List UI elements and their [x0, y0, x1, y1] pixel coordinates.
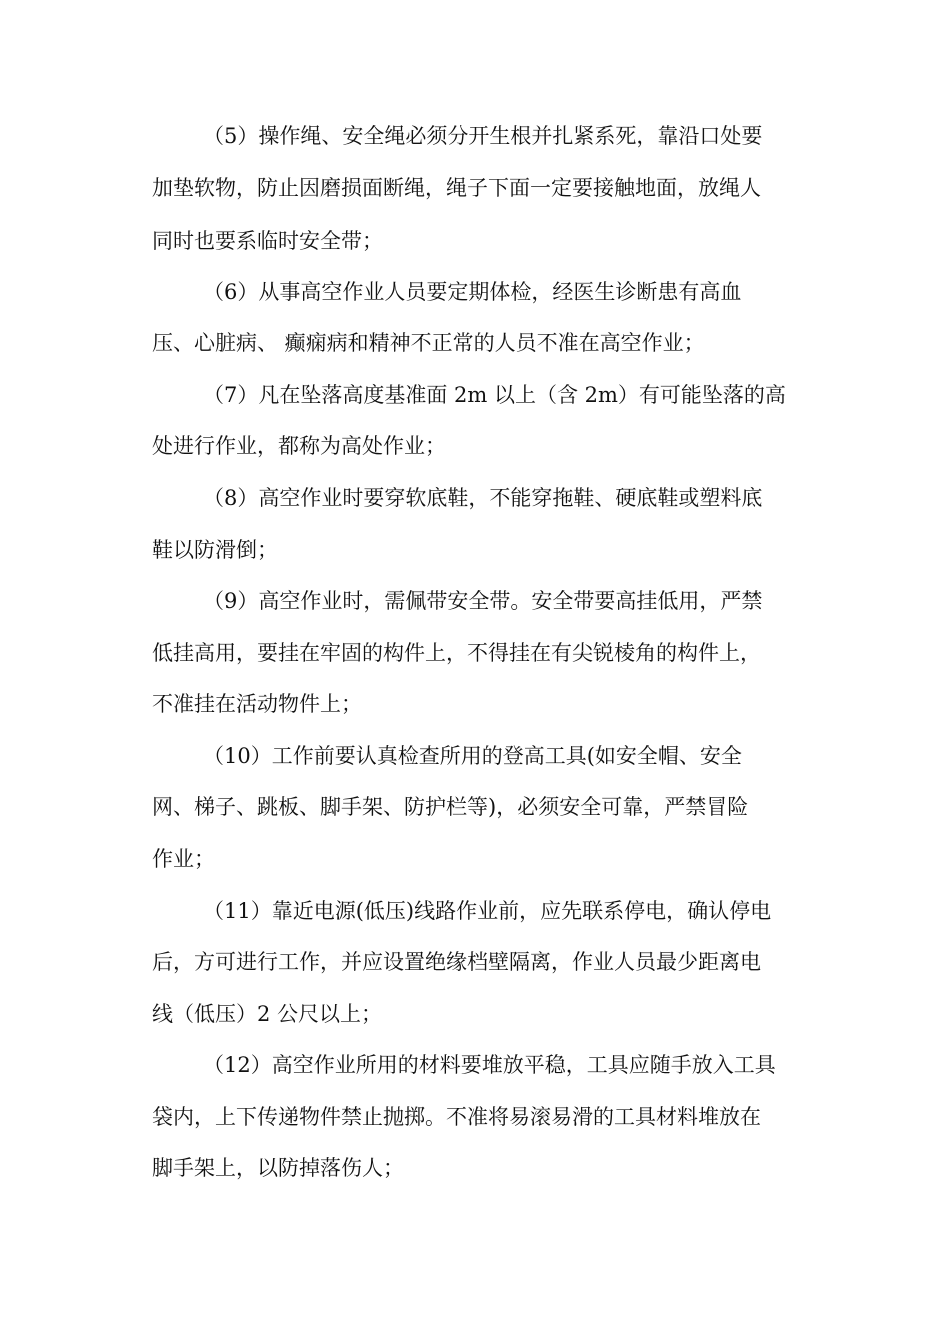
paragraph-10-line-2: 网、梯子、跳板、脚手架、防护栏等)，必须安全可靠，严禁冒险 — [152, 795, 749, 819]
paragraph-12-line-2: 袋内，上下传递物件禁止抛掷。不准将易滚易滑的工具材料堆放在 — [152, 1105, 761, 1129]
paragraph-9-line-3: 不准挂在活动物件上； — [152, 692, 362, 716]
paragraph-5-line-3: 同时也要系临时安全带； — [152, 229, 383, 253]
paragraph-10-line-1: （10）工作前要认真检查所用的登高工具(如安全帽、安全 — [203, 744, 742, 768]
paragraph-6-line-1: （6）从事高空作业人员要定期体检，经医生诊断患有高血 — [203, 280, 742, 304]
paragraph-12-line-1: （12）高空作业所用的材料要堆放平稳，工具应随手放入工具 — [203, 1053, 776, 1077]
paragraph-10-line-3: 作业； — [152, 847, 215, 871]
paragraph-8-line-2: 鞋以防滑倒； — [152, 538, 278, 562]
paragraph-12-line-3: 脚手架上，以防掉落伤人； — [152, 1156, 404, 1180]
paragraph-11-line-3: 线（低压）2 公尺以上； — [152, 1002, 383, 1026]
paragraph-11-line-2: 后，方可进行工作，并应设置绝缘档壁隔离，作业人员最少距离电 — [152, 950, 761, 974]
paragraph-7-line-1: （7）凡在坠落高度基准面 2m 以上（含 2m）有可能坠落的高 — [203, 383, 786, 407]
paragraph-9-line-1: （9）高空作业时，需佩带安全带。安全带要高挂低用，严禁 — [203, 589, 763, 613]
paragraph-5-line-1: （5）操作绳、安全绳必须分开生根并扎紧系死，靠沿口处要 — [203, 124, 763, 148]
paragraph-11-line-1: （11）靠近电源(低压)线路作业前，应先联系停电，确认停电 — [203, 899, 772, 923]
paragraph-7-line-2: 处进行作业，都称为高处作业； — [152, 434, 446, 458]
paragraph-6-line-2: 压、心脏病、 癫痫病和精神不正常的人员不准在高空作业； — [152, 331, 705, 355]
paragraph-5-line-2: 加垫软物，防止因磨损面断绳，绳子下面一定要接触地面，放绳人 — [152, 176, 761, 200]
paragraph-8-line-1: （8）高空作业时要穿软底鞋，不能穿拖鞋、硬底鞋或塑料底 — [203, 486, 763, 510]
paragraph-9-line-2: 低挂高用，要挂在牢固的构件上，不得挂在有尖锐棱角的构件上， — [152, 641, 761, 665]
